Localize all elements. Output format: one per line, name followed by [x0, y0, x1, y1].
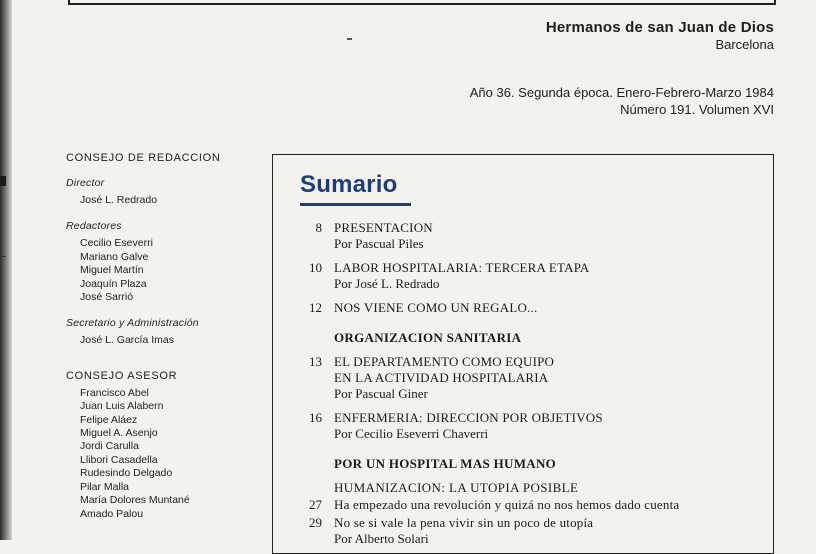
toc-page-number: 10 — [309, 260, 322, 275]
toc-section-heading: POR UN HOSPITAL MAS HUMANO — [334, 456, 557, 471]
toc-entry-title: PRESENTACION — [334, 220, 433, 235]
toc-entry — [298, 497, 768, 513]
toc-subheading: HUMANIZACION: LA UTOPIA POSIBLE — [334, 480, 579, 495]
asesor-name: Amado Palou — [80, 507, 144, 520]
director-label: Director — [66, 177, 105, 189]
redactor-name: Miguel Martín — [80, 264, 144, 277]
table-of-contents — [298, 220, 768, 549]
toc-entry-author: Por Pascual Giner — [334, 386, 428, 401]
consejo-asesor-heading: CONSEJO ASESOR — [66, 369, 178, 382]
redactor-name: Joaquín Plaza — [80, 277, 147, 290]
toc-page-number: 8 — [315, 220, 322, 235]
toc-entry — [298, 220, 768, 252]
toc-entry-title: ENFERMERIA: DIRECCION POR OBJETIVOS — [334, 410, 603, 425]
asesor-list — [66, 387, 266, 521]
page-binding-shadow — [0, 0, 12, 540]
asesor-name: Llibori Casadella — [80, 453, 158, 466]
toc-page-number: 13 — [309, 354, 322, 369]
toc-section-heading: ORGANIZACION SANITARIA — [334, 330, 522, 345]
top-frame-edge — [68, 0, 776, 5]
binding-mark — [0, 176, 6, 186]
toc-entry-title: Ha empezado una revolución y quizá no nos hemos dado cuenta — [334, 497, 680, 512]
asesor-name: Jordi Carulla — [80, 440, 139, 453]
publisher-city: Barcelona — [715, 37, 774, 52]
asesor-name: Felipe Aláez — [80, 413, 138, 426]
sumario-title: Sumario — [300, 171, 398, 198]
redactor-name: José Sarrió — [80, 291, 134, 304]
secretario-list — [66, 334, 266, 347]
publisher-block — [546, 19, 774, 52]
asesor-name: Francisco Abel — [80, 386, 149, 399]
toc-entry — [298, 410, 768, 442]
asesor-name: Pilar Malla — [80, 480, 130, 493]
secretario-label: Secretario y Administración — [66, 317, 199, 330]
director-name-list — [66, 194, 266, 207]
director-name: José L. Redrado — [80, 194, 158, 206]
toc-page-number: 29 — [309, 515, 322, 530]
redactor-name: Mariano Galve — [80, 250, 149, 263]
sumario-underline — [300, 203, 411, 206]
ink-speck — [347, 38, 352, 40]
toc-entry-author: Por Cecilio Eseverri Chaverri — [334, 426, 489, 441]
masthead-column — [66, 152, 266, 521]
toc-entry-author: Por José L. Redrado — [334, 276, 440, 291]
asesor-name: Miguel A. Asenjo — [80, 427, 158, 440]
toc-entry-author: Por Pascual Piles — [334, 236, 424, 251]
consejo-redaccion-heading: CONSEJO DE REDACCION — [66, 152, 221, 164]
toc-entry — [298, 260, 768, 292]
toc-entry — [298, 515, 768, 547]
issue-line-1: Año 36. Segunda época. Enero-Febrero-Marzo 1984 — [469, 85, 774, 100]
redactores-label: Redactores — [66, 220, 122, 233]
redactor-name: Cecilio Eseverri — [80, 237, 153, 250]
toc-entry-title: LABOR HOSPITALARIA: TERCERA ETAPA — [334, 260, 590, 275]
redactores-list — [66, 237, 266, 304]
toc-entry-title-continued: EN LA ACTIVIDAD HOSPITALARIA — [334, 370, 549, 385]
publisher-name: Hermanos de san Juan de Dios — [545, 19, 774, 36]
toc-entry — [298, 300, 768, 316]
toc-page-number: 12 — [309, 300, 322, 315]
asesor-name: Rudesindo Delgado — [80, 467, 173, 480]
toc-entry-author: Por Alberto Solari — [334, 531, 429, 546]
toc-entry-title: No se si vale la pena vivir sin un poco de utopía — [334, 515, 594, 530]
asesor-name: María Dolores Muntané — [80, 494, 190, 507]
secretario-name: José L. García Imas — [80, 334, 174, 347]
issue-info — [470, 84, 774, 118]
toc-entry — [298, 354, 768, 402]
toc-page-number: 16 — [309, 410, 322, 425]
toc-entry-title: EL DEPARTAMENTO COMO EQUIPO — [334, 354, 555, 369]
binding-tick — [0, 256, 6, 257]
issue-line-2: Número 191. Volumen XVI — [620, 102, 774, 117]
toc-page-number: 27 — [309, 497, 322, 512]
toc-entry-title: NOS VIENE COMO UN REGALO... — [334, 300, 538, 315]
asesor-name: Juan Luis Alabern — [80, 400, 164, 413]
